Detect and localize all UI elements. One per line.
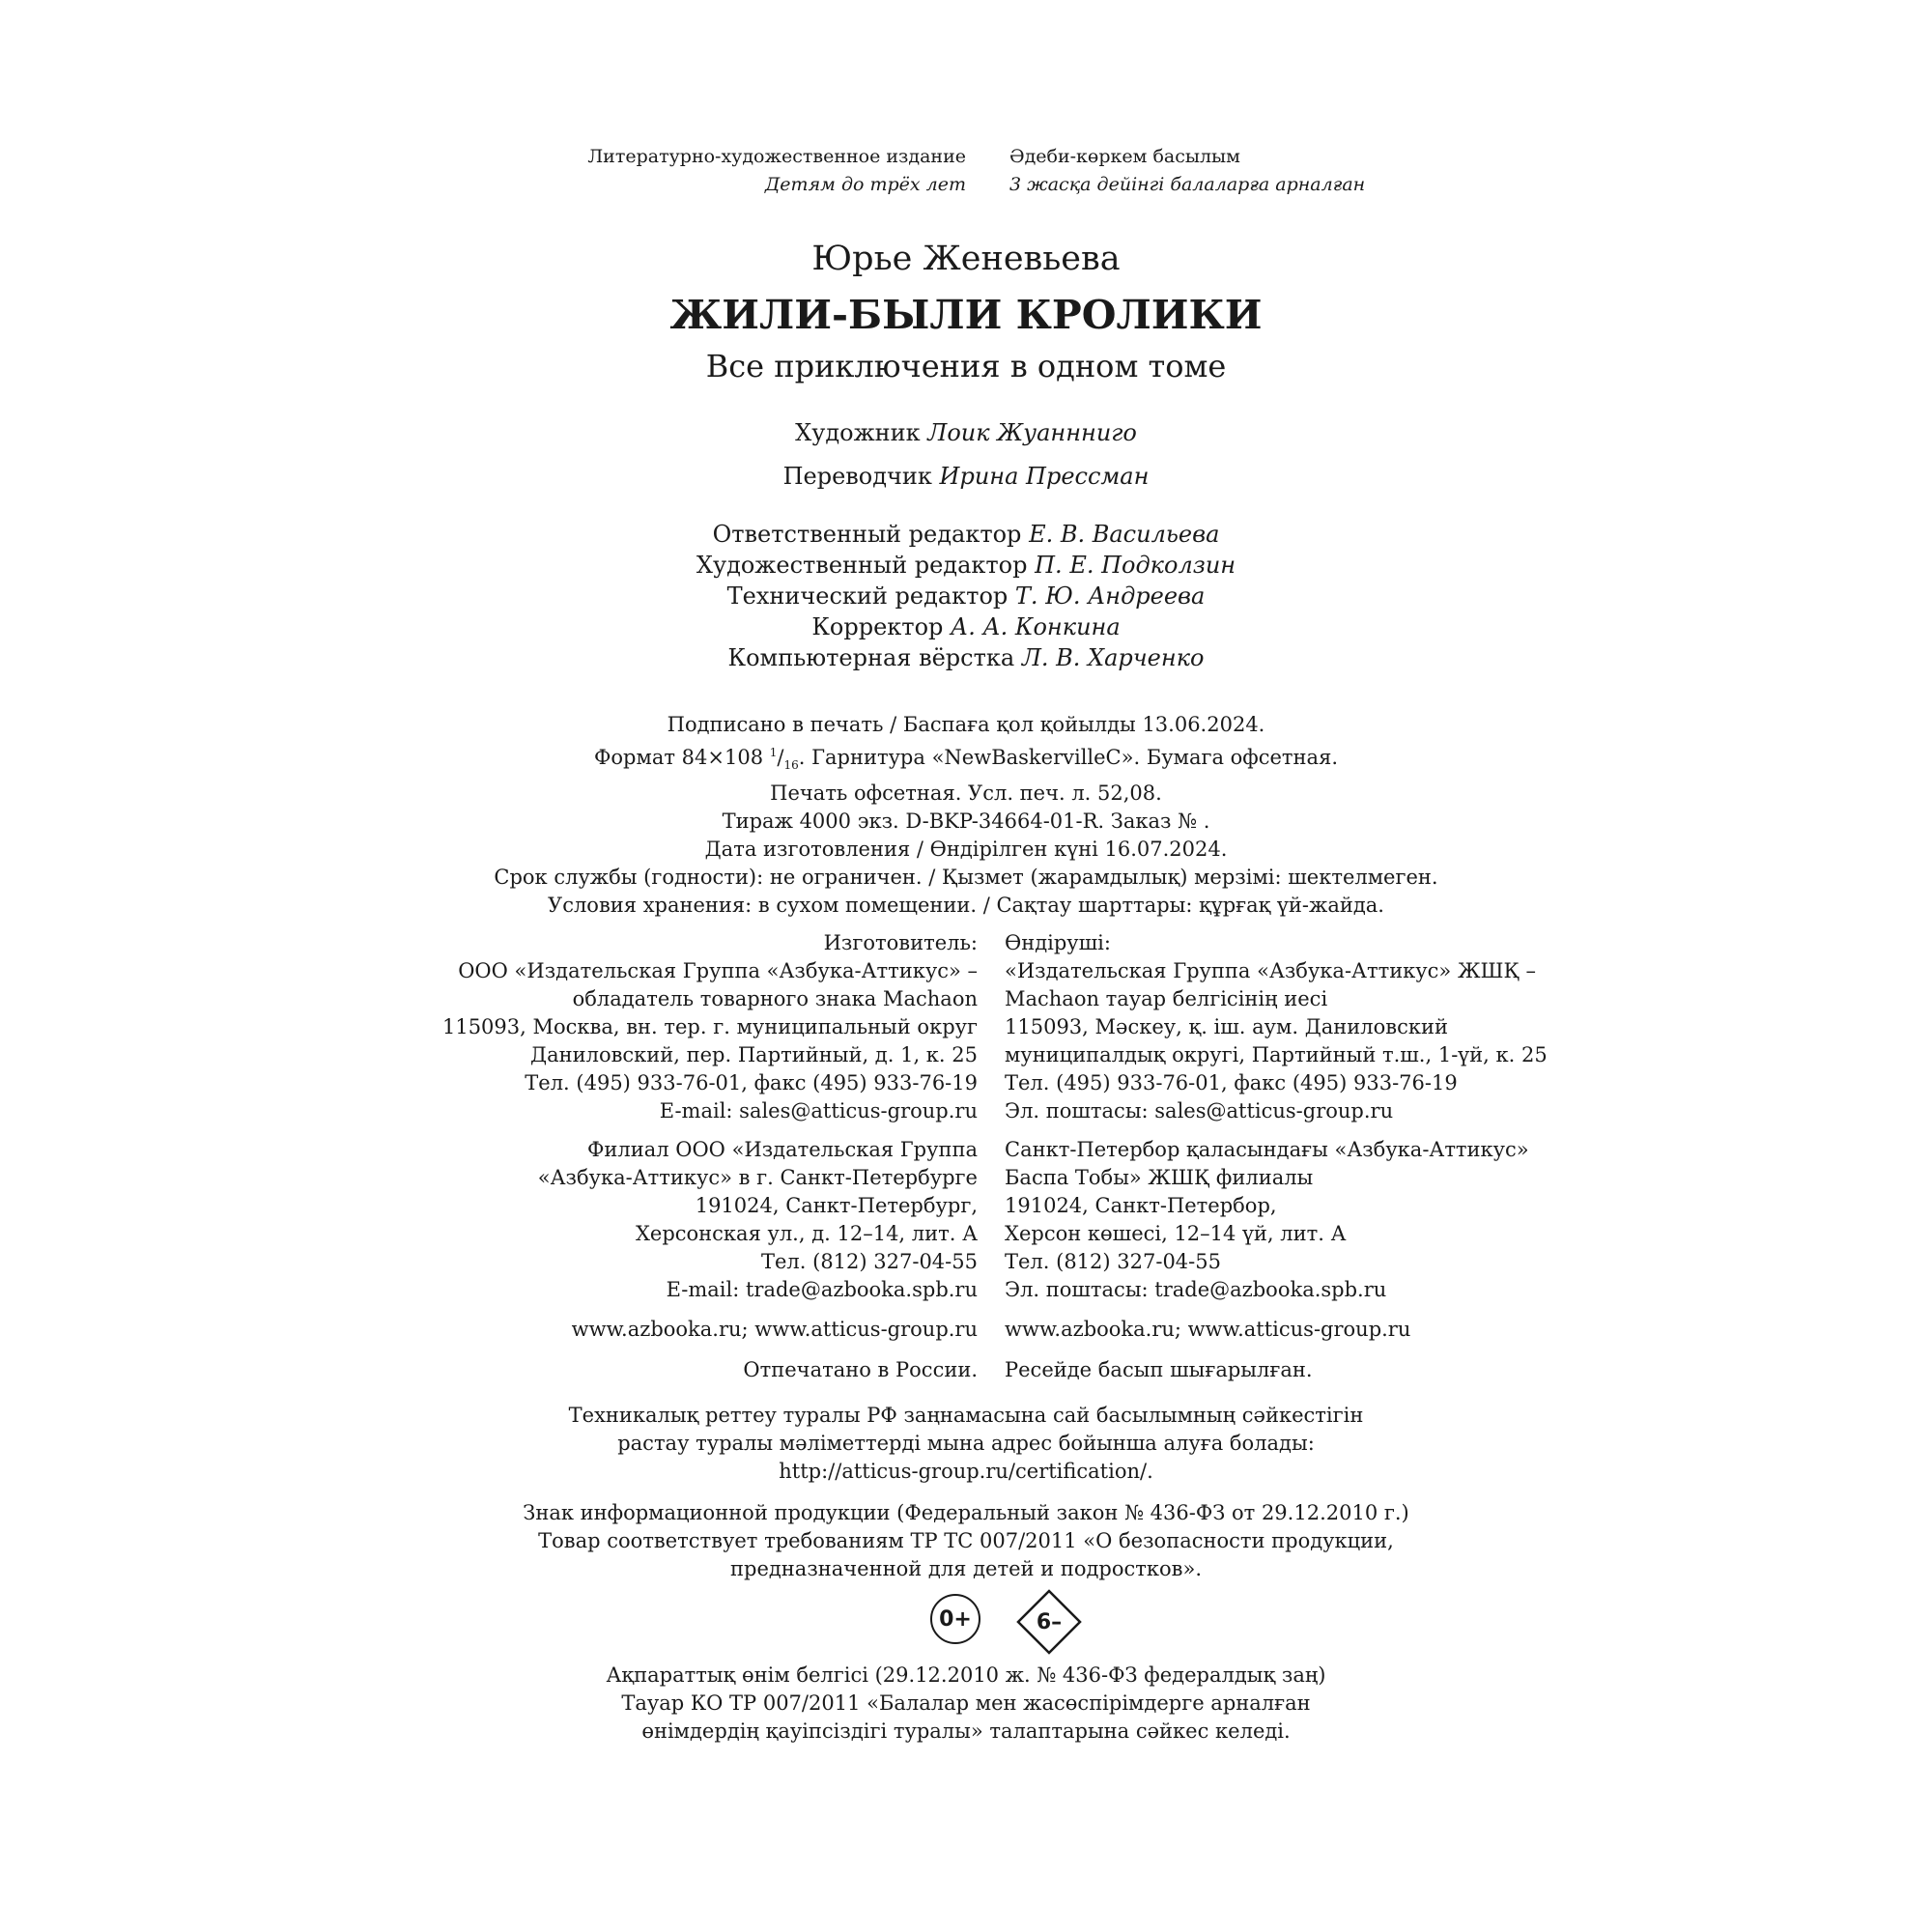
staff-line xyxy=(0,581,1932,611)
manufacturer-ru-line: ООО «Издательская Группа «Азбука-Аттикус» – xyxy=(458,959,978,982)
staff-line xyxy=(0,611,1932,642)
manufacturer-ru-line: Даниловский, пер. Партийный, д. 1, к. 25 xyxy=(530,1043,978,1066)
branch-ru-line: Филиал ООО «Издательская Группа xyxy=(586,1138,978,1161)
age-rating-diamond-label: 6– xyxy=(1036,1609,1063,1634)
branch-ru-line: 191024, Санкт-Петербург, xyxy=(695,1194,978,1217)
branch-kz-line: Херсон көшесі, 12–14 үй, лит. А xyxy=(1005,1222,1347,1245)
age-note-ru: Детям до трёх лет xyxy=(764,174,966,195)
age-rating-marks xyxy=(0,1592,1932,1652)
branch-ru xyxy=(386,1136,978,1304)
artist-credit xyxy=(0,417,1932,448)
manufacturer-ru-line: Изготовитель: xyxy=(823,931,978,954)
website-kz: www.azbooka.ru; www.atticus-group.ru xyxy=(1005,1318,1411,1341)
branch-ru-line: Тел. (812) 327-04-55 xyxy=(761,1250,978,1273)
staff-role: Технический редактор xyxy=(726,582,1009,610)
manufacturer-ru-line: 115093, Москва, вн. тер. г. муниципальный округ xyxy=(441,1015,978,1038)
header-ru xyxy=(580,143,966,199)
branch-ru-line: «Азбука-Аттикус» в г. Санкт-Петербурге xyxy=(537,1166,978,1189)
staff-name: Л. В. Харченко xyxy=(1021,644,1205,671)
branch-ru-line: E-mail: trade@azbooka.spb.ru xyxy=(666,1278,978,1301)
branch-ru-line: Херсонская ул., д. 12–14, лит. А xyxy=(635,1222,978,1245)
info-sign-ru xyxy=(0,1499,1932,1583)
staff-line xyxy=(0,550,1932,581)
translator-role: Переводчик xyxy=(782,463,932,490)
edition-type-ru: Литературно-художественное издание xyxy=(587,146,966,167)
staff-list xyxy=(0,519,1932,673)
book-author: Юрье Женевьева xyxy=(811,240,1121,278)
manufacturer-kz-line: Эл. поштасы: sales@atticus-group.ru xyxy=(1005,1099,1394,1122)
manufacturer-kz-line: 115093, Мәскеу, қ. іш. аум. Даниловский xyxy=(1005,1015,1448,1038)
manufacturer-ru-line: Тел. (495) 933-76-01, факс (495) 933-76-19 xyxy=(525,1071,978,1094)
date-line: Дата изготовления / Өндірілген күні 16.07.2024. xyxy=(704,838,1228,862)
info-sign-ru-line: предназначенной для детей и подростков». xyxy=(730,1557,1202,1580)
certification-url: http://atticus-group.ru/certification/. xyxy=(779,1460,1153,1483)
staff-role: Корректор xyxy=(811,613,944,640)
staff-role: Художественный редактор xyxy=(696,552,1028,579)
info-sign-ru-line: Товар соответствует требованиям ТР ТС 007/2011 «О безопасности продукции, xyxy=(538,1529,1394,1552)
book-title: ЖИЛИ-БЫЛИ КРОЛИКИ xyxy=(669,292,1263,338)
branch-kz xyxy=(1005,1136,1604,1304)
staff-role: Компьютерная вёрстка xyxy=(727,644,1015,671)
format-numerator: 1 xyxy=(769,746,778,759)
translator-credit xyxy=(0,461,1932,492)
staff-name: Т. Ю. Андреева xyxy=(1014,582,1206,610)
format-denominator: 16 xyxy=(783,758,799,773)
staff-role: Ответственный редактор xyxy=(712,521,1022,548)
book-subtitle: Все приключения в одном томе xyxy=(705,348,1227,384)
manufacturer-ru xyxy=(386,929,978,1125)
storage-line: Условия хранения: в сухом помещении. / Сақтау шарттары: құрғақ үй-жайда. xyxy=(548,894,1384,918)
printed-in-kz: Ресейде басып шығарылған. xyxy=(1005,1358,1313,1381)
format-rest: . Гарнитура «NewBaskervilleC». Бумага офсетная. xyxy=(798,746,1338,769)
info-sign-kz-line: Тауар КО ТР 007/2011 «Балалар мен жасөспірімдерге арналған xyxy=(621,1691,1311,1715)
print-line: Печать офсетная. Усл. печ. л. 52,08. xyxy=(770,781,1162,806)
artist-role: Художник xyxy=(795,419,921,446)
age-rating-circle-icon: 0+ xyxy=(930,1594,980,1644)
branch-kz-line: Санкт-Петербор қаласындағы «Азбука-Аттикус» xyxy=(1005,1138,1529,1161)
branch-kz-line: Тел. (812) 327-04-55 xyxy=(1005,1250,1221,1273)
format-size: Формат 84×108 xyxy=(593,746,764,769)
info-sign-ru-line: Знак информационной продукции (Федеральный закон № 436-ФЗ от 29.12.2010 г.) xyxy=(523,1501,1409,1524)
translator-name: Ирина Прессман xyxy=(939,463,1150,490)
certification-note xyxy=(0,1402,1932,1486)
artist-name: Лоик Жуаннниго xyxy=(927,419,1137,446)
manufacturer-kz-line: Machaon тауар белгісінің иесі xyxy=(1005,987,1328,1010)
manufacturer-kz xyxy=(1005,929,1604,1125)
info-sign-kz-line: Ақпараттық өнім белгісі (29.12.2010 ж. № 436-ФЗ федералдық заң) xyxy=(606,1663,1326,1687)
certification-line: Техникалық реттеу туралы РФ заңнамасына сай басылымның сәйкестігін xyxy=(568,1404,1364,1427)
manufacturer-kz-line: «Издательская Группа «Азбука-Аттикус» ЖШҚ – xyxy=(1005,959,1536,982)
run-line: Тираж 4000 экз. D-BKP-34664-01-R. Заказ № . xyxy=(722,810,1210,834)
manufacturer-kz-line: Өндіруші: xyxy=(1005,931,1111,954)
format-line: Формат 84×108 $^1/_{16}$. Гарнитура «NewBaskervilleC». Бумага офсетная. xyxy=(593,746,1338,773)
staff-line xyxy=(0,642,1932,673)
signed-line: Подписано в печать / Баспаға қол қойылды 13.06.2024. xyxy=(667,713,1265,736)
printed-in-ru: Отпечатано в России. xyxy=(743,1358,978,1381)
header-kz xyxy=(1009,143,1396,199)
manufacturer-kz-line: Тел. (495) 933-76-01, факс (495) 933-76-19 xyxy=(1005,1071,1458,1094)
shelf-life-line: Срок службы (годности): не ограничен. / Қызмет (жарамдылық) мерзімі: шектелмеген. xyxy=(494,866,1438,890)
website-ru: www.azbooka.ru; www.atticus-group.ru xyxy=(571,1318,978,1341)
info-sign-kz-line: өнімдердің қауіпсіздігі туралы» талаптарына сәйкес келеді. xyxy=(641,1719,1291,1743)
edition-type-kz: Әдеби-көркем басылым xyxy=(1009,146,1240,167)
staff-name: А. А. Конкина xyxy=(951,613,1121,640)
branch-kz-line: 191024, Санкт-Петербор, xyxy=(1005,1194,1277,1217)
manufacturer-kz-line: муниципалдық округі, Партийный т.ш., 1-үй, к. 25 xyxy=(1005,1043,1548,1066)
certification-line: растау туралы мәліметтерді мына адрес бойынша алуға болады: xyxy=(617,1432,1315,1455)
age-note-kz: 3 жасқа дейінгі балаларға арналған xyxy=(1009,174,1366,195)
staff-line xyxy=(0,519,1932,550)
info-sign-kz xyxy=(0,1662,1932,1746)
manufacturer-ru-line: обладатель товарного знака Machaon xyxy=(572,987,978,1010)
staff-name: П. Е. Подколзин xyxy=(1035,552,1236,579)
print-details xyxy=(0,711,1932,920)
branch-kz-line: Баспа Тобы» ЖШҚ филиалы xyxy=(1005,1166,1314,1189)
manufacturer-ru-line: E-mail: sales@atticus-group.ru xyxy=(659,1099,978,1122)
branch-kz-line: Эл. поштасы: trade@azbooka.spb.ru xyxy=(1005,1278,1387,1301)
age-rating-diamond-icon xyxy=(1016,1589,1082,1655)
staff-name: Е. В. Васильева xyxy=(1029,521,1220,548)
